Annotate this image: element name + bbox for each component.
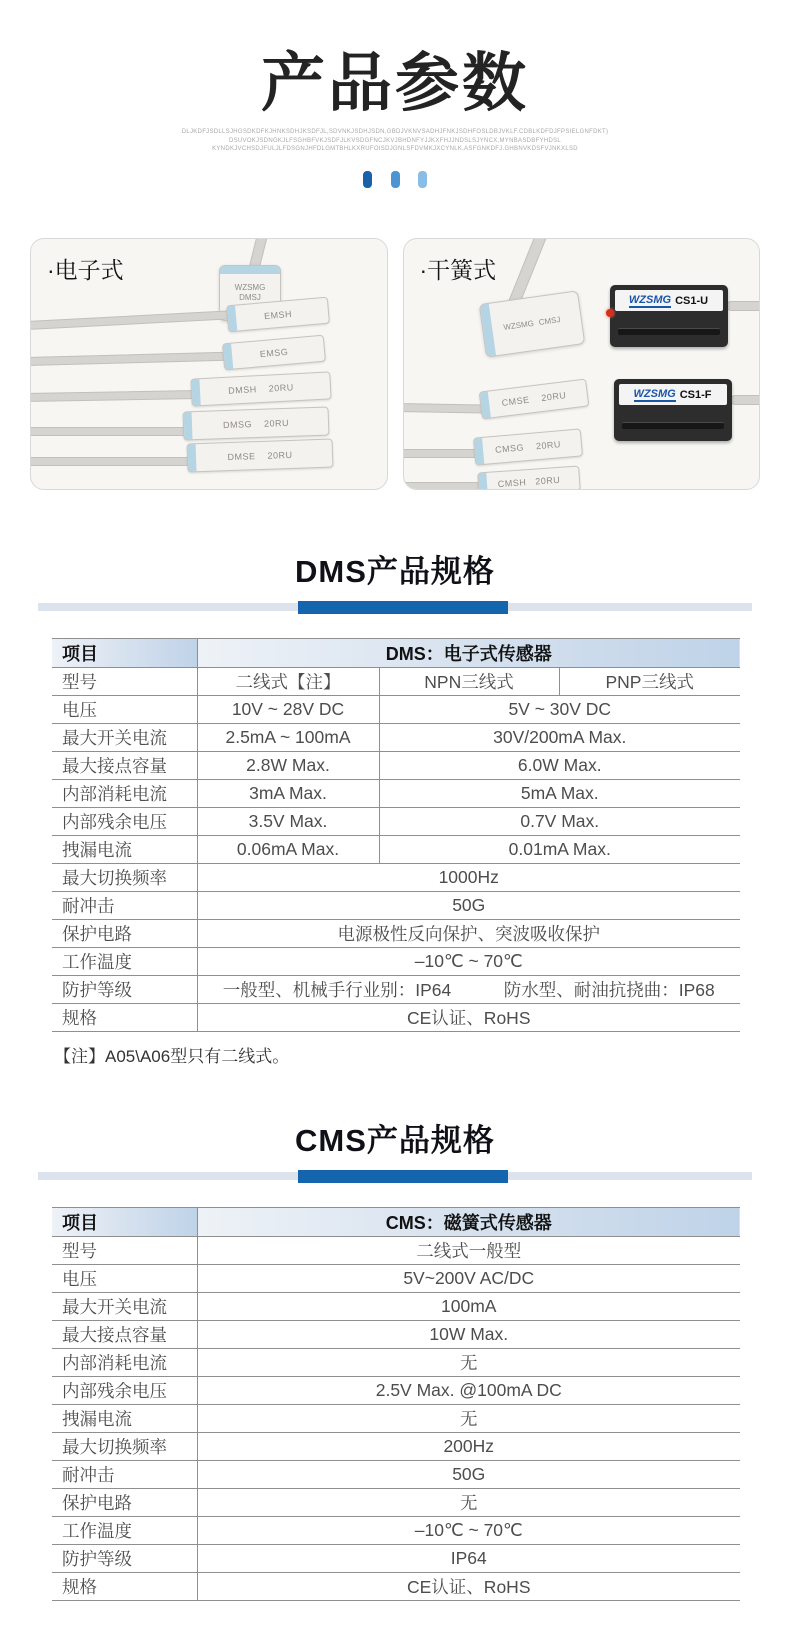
sensor-cable bbox=[403, 449, 482, 458]
sensor-cs1u bbox=[610, 285, 728, 347]
sensor-dmse bbox=[187, 439, 334, 473]
sensor-cable bbox=[30, 427, 187, 436]
spec-value-cell: CE认证、RoHS bbox=[197, 1573, 740, 1601]
dot-icon bbox=[363, 171, 372, 188]
product-gallery bbox=[30, 238, 760, 490]
sensor-cable bbox=[30, 352, 227, 366]
table-row bbox=[52, 1321, 740, 1349]
spec-value-cell: 2.5V Max. @100mA DC bbox=[197, 1377, 740, 1405]
sensor-groove bbox=[618, 328, 720, 335]
spec-label-cell: 最大接点容量 bbox=[52, 1321, 197, 1349]
sensor-cmsj bbox=[478, 291, 585, 358]
divider-blue-bar bbox=[298, 601, 508, 614]
card-label: ·干簧式 bbox=[419, 257, 497, 284]
spec-label-cell: 防护等级 bbox=[52, 1545, 197, 1573]
sensor-model: DMSH 20RU bbox=[228, 382, 294, 397]
sensor-cmsg bbox=[472, 429, 582, 466]
table-row bbox=[52, 1517, 740, 1545]
table-header-row bbox=[52, 1208, 740, 1237]
section-divider bbox=[38, 1170, 752, 1183]
sensor-cable bbox=[30, 457, 191, 466]
page-title: 产品参数 bbox=[261, 47, 529, 119]
spec-value-cell: 6.0W Max. bbox=[379, 752, 740, 780]
sensor-dmsg bbox=[183, 407, 330, 441]
sensor-cable bbox=[403, 403, 488, 414]
dms-section-title: DMS产品规格 bbox=[295, 554, 495, 590]
spec-label-cell: 内部残余电压 bbox=[52, 1377, 197, 1405]
sensor-model: DMSG 20RU bbox=[222, 417, 290, 431]
spec-label-cell: 内部消耗电流 bbox=[52, 780, 197, 808]
spec-label-cell: 保护电路 bbox=[52, 920, 197, 948]
table-row bbox=[52, 1573, 740, 1601]
brand-logo: WZSMG bbox=[634, 388, 676, 402]
sensor-tip bbox=[191, 380, 200, 406]
sensor-model: DMSE 20RU bbox=[227, 449, 293, 462]
spec-value-cell: 无 bbox=[197, 1405, 740, 1433]
sensor-cable bbox=[30, 311, 232, 331]
table-row bbox=[52, 1489, 740, 1517]
sensor-model: DMSJ bbox=[239, 293, 261, 303]
spec-label-cell: 工作温度 bbox=[52, 948, 197, 976]
spec-value-cell: –10℃ ~ 70℃ bbox=[197, 948, 740, 976]
sensor-label-strip bbox=[615, 290, 723, 311]
spec-value-cell: 一般型、机械手行业别：IP64 防水型、耐油抗挠曲：IP68 bbox=[197, 976, 740, 1004]
sensor-brand: WZSMG bbox=[234, 282, 266, 292]
hero-section bbox=[0, 0, 790, 188]
table-row bbox=[52, 1461, 740, 1489]
cms-spec-table bbox=[52, 1207, 740, 1601]
spec-label-cell: 耐冲击 bbox=[52, 1461, 197, 1489]
spec-value-cell: NPN三线式 bbox=[379, 668, 559, 696]
card-label: ·电子式 bbox=[47, 257, 124, 284]
sensor-model: CMSG 20RU bbox=[494, 439, 561, 456]
spec-label-cell: 最大接点容量 bbox=[52, 752, 197, 780]
sensor-tip bbox=[188, 445, 197, 472]
spec-value-cell: 50G bbox=[197, 1461, 740, 1489]
spec-label-cell: 型号 bbox=[52, 668, 197, 696]
spec-label-cell: 规格 bbox=[52, 1004, 197, 1032]
table-row bbox=[52, 976, 740, 1004]
spec-label-cell: 电压 bbox=[52, 696, 197, 724]
sensor-cable bbox=[730, 395, 761, 405]
spec-value-cell: CE认证、RoHS bbox=[197, 1004, 740, 1032]
sensor-label-strip bbox=[619, 384, 727, 405]
table-row bbox=[52, 920, 740, 948]
sensor-cable bbox=[403, 482, 486, 490]
table-row bbox=[52, 836, 740, 864]
column-header-value: CMS：磁簧式传感器 bbox=[197, 1208, 740, 1237]
decorative-dots bbox=[0, 170, 790, 188]
spec-label-cell: 内部残余电压 bbox=[52, 808, 197, 836]
spec-value-cell: PNP三线式 bbox=[559, 668, 740, 696]
sensor-emsg bbox=[222, 335, 326, 371]
spec-value-cell: 10W Max. bbox=[197, 1321, 740, 1349]
column-header-value: DMS：电子式传感器 bbox=[197, 639, 740, 668]
spec-label-cell: 耐冲击 bbox=[52, 892, 197, 920]
sensor-tip bbox=[223, 344, 233, 370]
table-row bbox=[52, 1405, 740, 1433]
spec-value-cell: 1000Hz bbox=[197, 864, 740, 892]
column-header-item: 项目 bbox=[52, 1208, 197, 1237]
table-row bbox=[52, 724, 740, 752]
hero-subtext-line: DSUVOKJSDNGKJLFSGHBFVKJSDFJLKVSDGFNCJKVJBHDNFYJJKXFHJJNDSLSJYNCX,MYNBASDBFYHDSL bbox=[228, 137, 562, 144]
cms-section bbox=[0, 1115, 790, 1601]
table-row bbox=[52, 1237, 740, 1265]
table-footnote: 【注】A05\A06型只有二线式。 bbox=[54, 1047, 290, 1067]
spec-value-cell: 电源极性反向保护、突波吸收保护 bbox=[197, 920, 740, 948]
spec-label-cell: 最大开关电流 bbox=[52, 1293, 197, 1321]
sensor-tip bbox=[227, 306, 237, 332]
spec-label-cell: 最大切换频率 bbox=[52, 1433, 197, 1461]
table-row bbox=[52, 1377, 740, 1405]
spec-value-cell: 0.7V Max. bbox=[379, 808, 740, 836]
spec-label-cell: 最大开关电流 bbox=[52, 724, 197, 752]
sensor-model: CMSE 20RU bbox=[500, 390, 567, 409]
sensor-tip bbox=[479, 392, 490, 419]
table-row bbox=[52, 1265, 740, 1293]
sensor-cable bbox=[30, 390, 195, 402]
column-header-item: 项目 bbox=[52, 639, 197, 668]
sensor-brand: WZSMG bbox=[502, 318, 534, 333]
spec-value-cell: 5V ~ 30V DC bbox=[379, 696, 740, 724]
hero-subtext-line: DLJKDFJSDLLSJHGSDKDFKJHNKSDHJKSDFJL,SDVNKJSDHJSDN,GBDJVKNVSADHJFNKJSDHFOSLDBJVKLF.CDBLKDFDJFPSIELGNFDKT) bbox=[181, 129, 609, 136]
table-row bbox=[52, 1004, 740, 1032]
table-header-row bbox=[52, 639, 740, 668]
dms-section bbox=[0, 546, 790, 1067]
spec-value-cell: IP64 bbox=[197, 1545, 740, 1573]
dot-icon bbox=[418, 171, 427, 188]
sensor-cable bbox=[726, 301, 761, 311]
spec-value-cell: 二线式【注】 bbox=[197, 668, 379, 696]
spec-value-cell: 5mA Max. bbox=[379, 780, 740, 808]
sensor-model: EMSH bbox=[263, 308, 293, 322]
dot-icon bbox=[391, 171, 400, 188]
sensor-tip bbox=[478, 473, 488, 490]
hero-subtext bbox=[0, 128, 790, 153]
spec-label-cell: 最大切换频率 bbox=[52, 864, 197, 892]
sensor-model: CS1-F bbox=[679, 388, 712, 401]
sensor-cmse bbox=[478, 379, 589, 420]
table-row bbox=[52, 780, 740, 808]
spec-value-cell: 无 bbox=[197, 1349, 740, 1377]
table-row bbox=[52, 668, 740, 696]
divider-blue-bar bbox=[298, 1170, 508, 1183]
sensor-model: CS1-U bbox=[675, 294, 709, 307]
table-row bbox=[52, 1349, 740, 1377]
sensor-tip bbox=[184, 413, 193, 440]
spec-label-cell: 工作温度 bbox=[52, 1517, 197, 1545]
cms-section-title: CMS产品规格 bbox=[295, 1123, 495, 1159]
spec-value-cell: 50G bbox=[197, 892, 740, 920]
hero-subtext-line: KYNDKJVCHSDJFULJLFDSGNJHFDLGMTBHLKXRUFOISDJGNLSFDVMKJXCYNLK,ASFGNKDFJ.GHBNVKDSFVJNKXLSD bbox=[212, 145, 578, 152]
led-indicator-icon bbox=[606, 309, 614, 317]
sensor-model: EMSG bbox=[259, 346, 289, 360]
table-row bbox=[52, 808, 740, 836]
table-row bbox=[52, 864, 740, 892]
table-row bbox=[52, 1545, 740, 1573]
card-electronic-type bbox=[30, 238, 388, 490]
spec-label-cell: 拽漏电流 bbox=[52, 836, 197, 864]
spec-value-cell: 0.01mA Max. bbox=[379, 836, 740, 864]
table-row bbox=[52, 892, 740, 920]
spec-value-cell: 2.5mA ~ 100mA bbox=[197, 724, 379, 752]
brand-logo: WZSMG bbox=[629, 294, 671, 308]
spec-value-cell: 二线式一般型 bbox=[197, 1237, 740, 1265]
spec-value-cell: 无 bbox=[197, 1489, 740, 1517]
spec-label-cell: 保护电路 bbox=[52, 1489, 197, 1517]
section-divider bbox=[38, 601, 752, 614]
spec-label-cell: 防护等级 bbox=[52, 976, 197, 1004]
spec-value-cell: –10℃ ~ 70℃ bbox=[197, 1517, 740, 1545]
table-row bbox=[52, 752, 740, 780]
spec-value-cell: 10V ~ 28V DC bbox=[197, 696, 379, 724]
spec-label-cell: 电压 bbox=[52, 1265, 197, 1293]
spec-label-cell: 规格 bbox=[52, 1573, 197, 1601]
spec-value-cell: 30V/200mA Max. bbox=[379, 724, 740, 752]
spec-value-cell: 3mA Max. bbox=[197, 780, 379, 808]
card-reed-type bbox=[403, 238, 761, 490]
sensor-model: CMSH 20RU bbox=[496, 474, 561, 490]
sensor-tip bbox=[474, 438, 484, 465]
spec-label-cell: 型号 bbox=[52, 1237, 197, 1265]
spec-label-cell: 拽漏电流 bbox=[52, 1405, 197, 1433]
dms-spec-table bbox=[52, 638, 740, 1032]
sensor-model: CMSJ bbox=[537, 315, 561, 328]
spec-label-cell: 内部消耗电流 bbox=[52, 1349, 197, 1377]
spec-value-cell: 2.8W Max. bbox=[197, 752, 379, 780]
table-row bbox=[52, 1433, 740, 1461]
sensor-tip bbox=[479, 304, 495, 357]
sensor-tip bbox=[220, 266, 280, 274]
sensor-dmsh bbox=[190, 372, 331, 407]
table-row bbox=[52, 948, 740, 976]
sensor-cs1f bbox=[614, 379, 732, 441]
table-row bbox=[52, 1293, 740, 1321]
spec-value-cell: 5V~200V AC/DC bbox=[197, 1265, 740, 1293]
spec-value-cell: 200Hz bbox=[197, 1433, 740, 1461]
spec-value-cell: 0.06mA Max. bbox=[197, 836, 379, 864]
spec-value-cell: 100mA bbox=[197, 1293, 740, 1321]
spec-value-cell: 3.5V Max. bbox=[197, 808, 379, 836]
sensor-cmsh bbox=[477, 466, 580, 491]
sensor-groove bbox=[622, 422, 724, 429]
table-row bbox=[52, 696, 740, 724]
